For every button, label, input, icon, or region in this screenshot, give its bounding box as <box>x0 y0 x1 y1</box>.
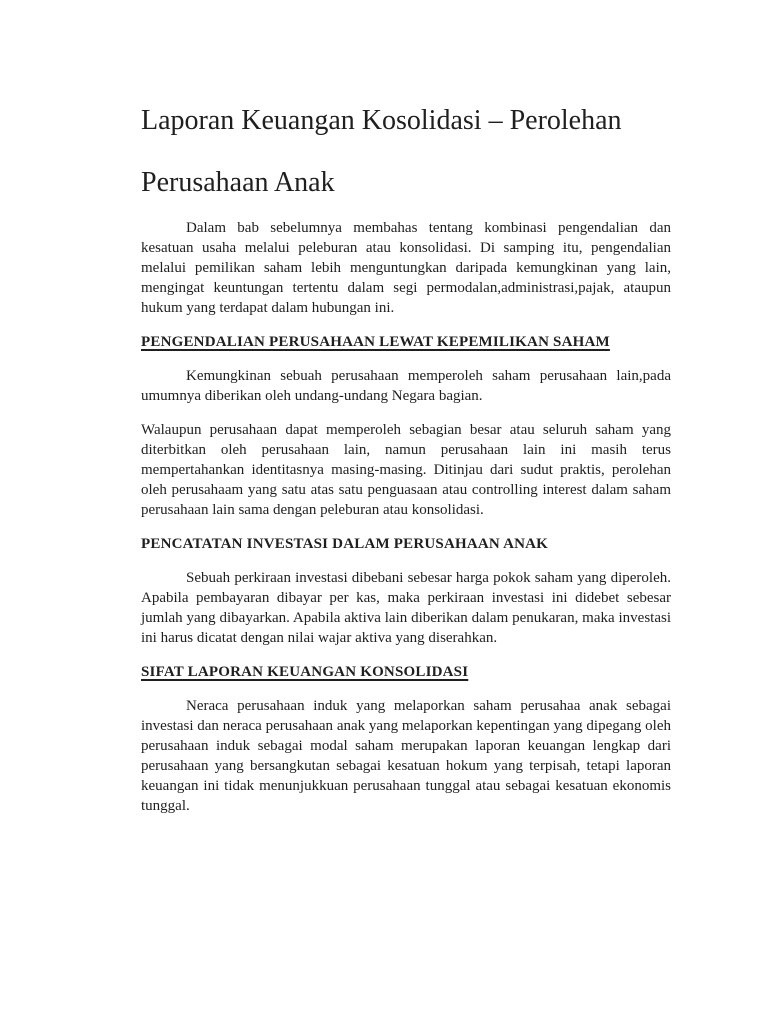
document-title <box>141 102 671 202</box>
section-heading-pengendalian: PENGENDALIAN PERUSAHAAN LEWAT KEPEMILIKAN SAHAM <box>141 334 610 350</box>
paragraph-intro: Dalam bab sebelumnya membahas tentang kombinasi pengendalian dan kesatuan usaha melalui peleburan atau konsolidasi. Di samping itu, pengendalian melalui pemilikan saham lebih menguntungkan daripada kemungkinan yang lain, mengingat keuntungan tertentu dalam segi permodalan,administrasi,pajak, ataupun hukum yang terdapat dalam hubungan ini. <box>141 220 671 316</box>
document-title-line-2: Perusahaan Anak <box>141 167 335 198</box>
section-heading-sifat-laporan: SIFAT LAPORAN KEUANGAN KONSOLIDASI <box>141 664 469 680</box>
paragraph-kemungkinan: Kemungkinan sebuah perusahaan memperoleh saham perusahaan lain,pada umumnya diberikan oleh undang-undang Negara bagian. <box>141 368 671 404</box>
section-heading-pencatatan: PENCATATAN INVESTASI DALAM PERUSAHAAN ANAK <box>141 536 549 552</box>
document-title-line-1: Laporan Keuangan Kosolidasi – Perolehan <box>141 105 622 136</box>
paragraph-sebuah-perkiraan: Sebuah perkiraan investasi dibebani sebesar harga pokok saham yang diperoleh. Apabila pembayaran dibayar per kas, maka perkiraan investasi ini didebet sebesar jumlah yang dibayarkan. Apabila aktiva lain diberikan dalam penukaran, maka investasi ini harus dicatat dengan nilai wajar aktiva yang diserahkan. <box>141 570 671 646</box>
paragraph-walaupun: Walaupun perusahaan dapat memperoleh sebagian besar atau seluruh saham yang diterbitkan oleh perusahaan lain, namun perusahaan lain ini masih terus mempertahankan identitasnya masing-masing. Ditinjau dari sudut praktis, perolehan oleh perusahaam yang satu atas satu penguasaan atau controlling interest dalam saham perusahaan lain sama dengan peleburan atau konsolidasi. <box>141 422 671 518</box>
paragraph-neraca: Neraca perusahaan induk yang melaporkan saham perusahaa anak sebagai investasi dan neraca perusahaan anak yang melaporkan kepentingan yang dipegang oleh perusahaan induk sebagai modal saham merupakan laporan keuangan lengkap dari perusahaan yang bersangkutan sebagai kesatuan hokum yang terpisah, tetapi laporan keuangan ini tidak menunjukkuan perusahaan tunggal atau sebagai kesatuan ekonomis tunggal. <box>141 698 671 814</box>
